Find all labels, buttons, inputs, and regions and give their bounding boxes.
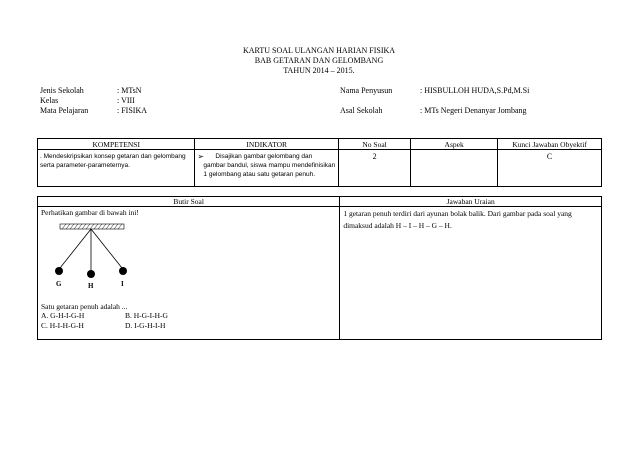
col-indikator: INDIKATOR xyxy=(195,139,339,150)
jawaban-cell: 1 getaran penuh terdiri dari ayunan bolak balik. Dari gambar pada soal yang dimaksud adalah H – I – H – G – H. xyxy=(340,207,602,340)
option-c: C. H-I-H-G-H xyxy=(41,321,84,330)
col-kompetensi: KOMPETENSI xyxy=(38,139,195,150)
jenis-sekolah-value: : MTsN xyxy=(117,86,142,95)
bob-i xyxy=(119,267,127,275)
label-g: G xyxy=(56,280,62,288)
mata-pelajaran-value: : FISIKA xyxy=(117,106,148,115)
label-i: I xyxy=(121,280,124,288)
asal-sekolah-label: Asal Sekolah xyxy=(340,106,383,115)
kunci-cell: C xyxy=(498,150,602,187)
option-d: D. I-G-H-I-H xyxy=(125,321,166,330)
option-b: B. H-G-I-H-G xyxy=(125,311,168,320)
doc-year: TAHUN 2014 – 2015. xyxy=(283,66,355,75)
kompetensi-cell: . Mendeskripsikan konsep getaran dan gelombang serta parameter-parameternya. xyxy=(38,150,195,187)
bob-g xyxy=(55,267,63,275)
doc-subtitle: BAB GETARAN DAN GELOMBANG xyxy=(254,56,384,65)
nama-penyusun-value: : HISBULLOH HUDA,S.Pd,M.Si xyxy=(420,86,530,95)
kelas-value: : VIII xyxy=(117,96,135,105)
aspek-cell xyxy=(411,150,498,187)
asal-sekolah-value: : MTs Negeri Denanyar Jombang xyxy=(420,106,527,115)
bob-h xyxy=(87,270,95,278)
col-no-soal: No Soal xyxy=(339,139,411,150)
indikator-cell xyxy=(195,150,339,187)
bullet-arrow-icon: ➢ xyxy=(197,152,205,161)
question-table xyxy=(37,196,602,340)
doc-title: KARTU SOAL ULANGAN HARIAN FISIKA xyxy=(242,46,396,55)
question-text: Satu getaran penuh adalah ... xyxy=(41,302,128,311)
col-jawaban-uraian: Jawaban Uraian xyxy=(340,197,602,207)
col-kunci: Kunci Jawaban Obyektif xyxy=(498,139,602,150)
col-butir-soal: Butir Soal xyxy=(38,197,340,207)
kelas-label: Kelas xyxy=(40,96,59,105)
pendulum-figure xyxy=(46,222,141,290)
indikator-text: Disajikan gambar gelombang dan gambar bandul, siswa mampu mendefinisikan 1 gelombang atau satu getaran penuh. xyxy=(203,153,336,178)
nama-penyusun-label: Nama Penyusun xyxy=(340,86,393,95)
no-soal-cell: 2 xyxy=(339,150,411,187)
competency-table xyxy=(37,138,602,187)
mata-pelajaran-label: Mata Pelajaran xyxy=(40,106,89,115)
option-a: A. G-H-I-G-H xyxy=(41,311,85,320)
label-h: H xyxy=(88,282,94,290)
butir-soal-cell xyxy=(38,207,340,340)
col-aspek: Aspek xyxy=(411,139,498,150)
jenis-sekolah-label: Jenis Sekolah xyxy=(40,86,84,95)
prompt-text: Perhatikan gambar di bawah ini! xyxy=(41,208,139,217)
